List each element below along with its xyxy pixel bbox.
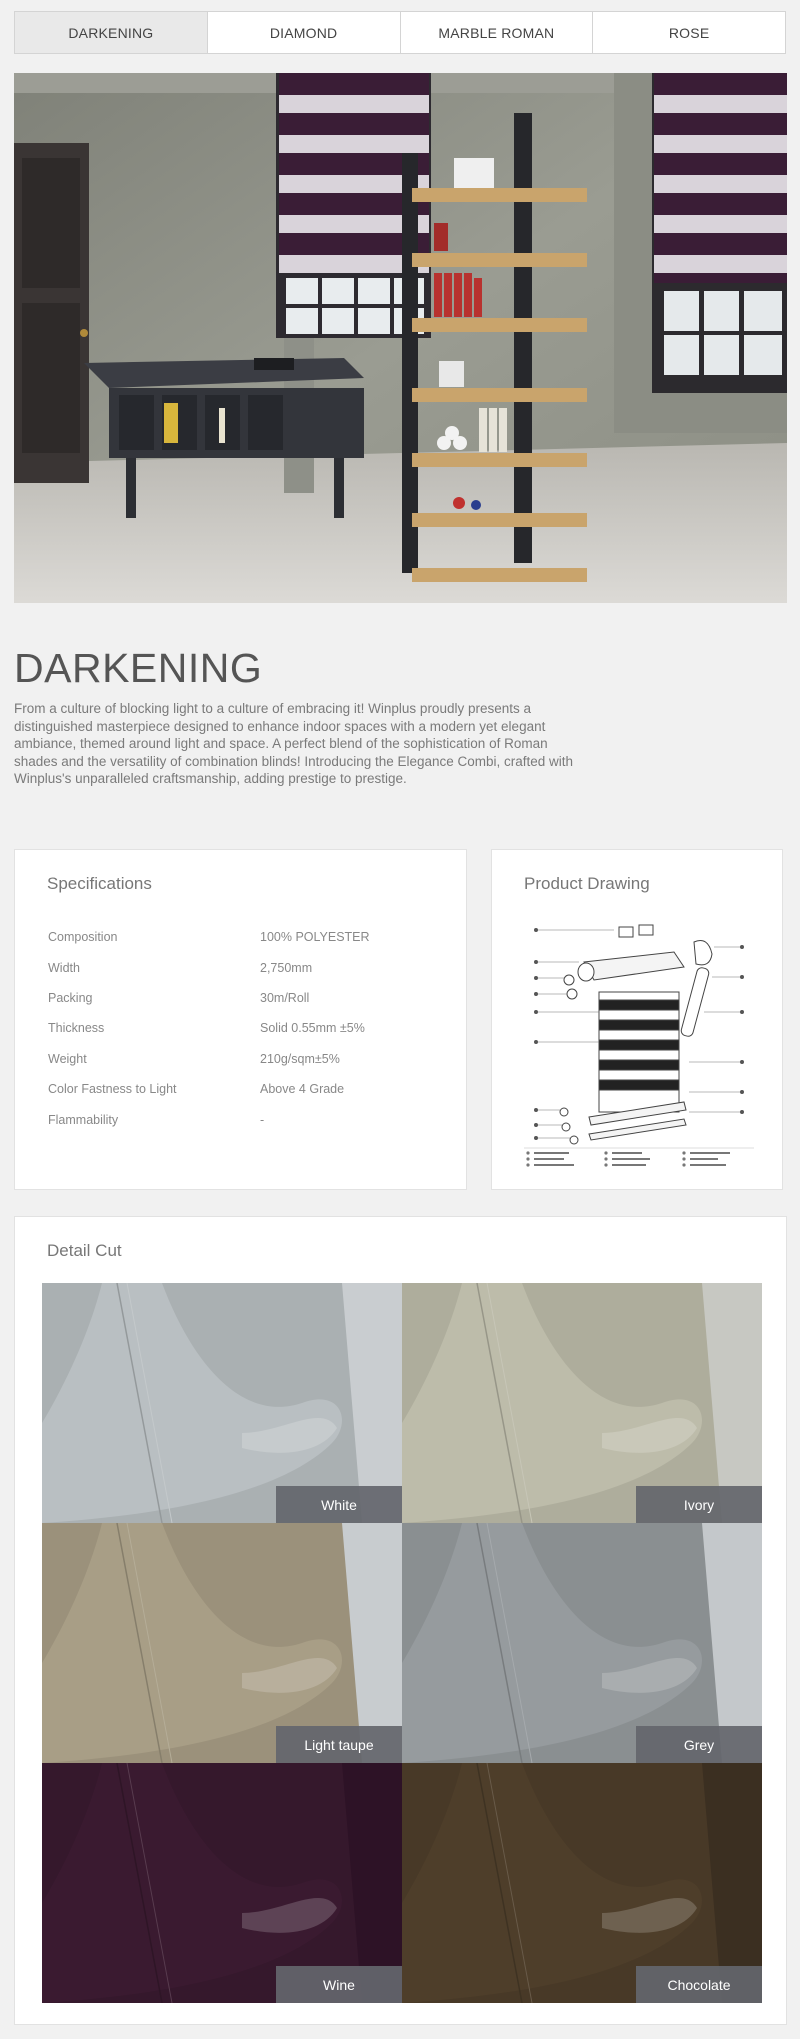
spec-row [48,952,448,982]
spec-label: Color Fastness to Light [48,1082,177,1097]
swatch-label: White [276,1486,402,1523]
spec-value: 210g/sqm±5% [260,1051,340,1066]
swatch-grey[interactable] [402,1523,762,1763]
spec-row [48,922,448,952]
spec-value: Solid 0.55mm ±5% [260,1021,365,1036]
spec-row [48,1104,448,1134]
spec-label: Width [48,960,80,975]
tab-diamond[interactable]: DIAMOND [207,12,400,53]
tab-darkening[interactable]: DARKENING [15,12,207,53]
product-tabs [14,11,786,54]
detail-cut-card [14,1216,787,2025]
spec-value: 30m/Roll [260,990,310,1005]
product-title: DARKENING [14,645,263,691]
swatch-label: Wine [276,1966,402,2003]
spec-row [48,1044,448,1074]
swatch-label: Ivory [636,1486,762,1523]
hero-room-image [14,73,787,603]
spec-label: Packing [48,990,93,1005]
swatch-chocolate[interactable] [402,1763,762,2003]
spec-row [48,983,448,1013]
swatch-label: Chocolate [636,1966,762,2003]
swatch-white[interactable] [42,1283,402,1523]
specifications-title: Specifications [47,874,152,893]
swatch-light-taupe[interactable] [42,1523,402,1763]
product-drawing-diagram [524,922,754,1172]
swatch-grid [42,1283,762,2003]
spec-label: Thickness [48,1021,105,1036]
spec-label: Flammability [48,1112,119,1127]
spec-value: - [260,1112,265,1127]
detail-cut-title: Detail Cut [47,1241,122,1260]
specifications-table [48,922,448,1135]
specifications-card [14,849,467,1190]
spec-row [48,1074,448,1104]
swatch-label: Grey [636,1726,762,1763]
swatch-ivory[interactable] [402,1283,762,1523]
spec-value: 100% POLYESTER [260,930,370,945]
spec-value: 2,750mm [260,960,313,975]
product-drawing-title: Product Drawing [524,874,650,893]
product-description: From a culture of blocking light to a culture of embracing it! Winplus proudly presents a distinguished masterpiece designed to enhance indoor spaces with a modern yet elegant ambiance, themed around light and space. A perfect blend of the sophistication of Roman shades and the versatility of combination blinds! Introducing the Elegance Combi, crafted with Winplus's unparalleled craftsmanship, adding prestige to prestige. [14,701,574,787]
product-drawing-card [491,849,783,1190]
swatch-label: Light taupe [276,1726,402,1763]
spec-value: Above 4 Grade [260,1082,345,1097]
spec-row [48,1013,448,1043]
tab-rose[interactable]: ROSE [592,12,785,53]
swatch-wine[interactable] [42,1763,402,2003]
tab-marble-roman[interactable]: MARBLE ROMAN [400,12,593,53]
spec-label: Composition [48,930,118,945]
spec-label: Weight [48,1051,87,1066]
